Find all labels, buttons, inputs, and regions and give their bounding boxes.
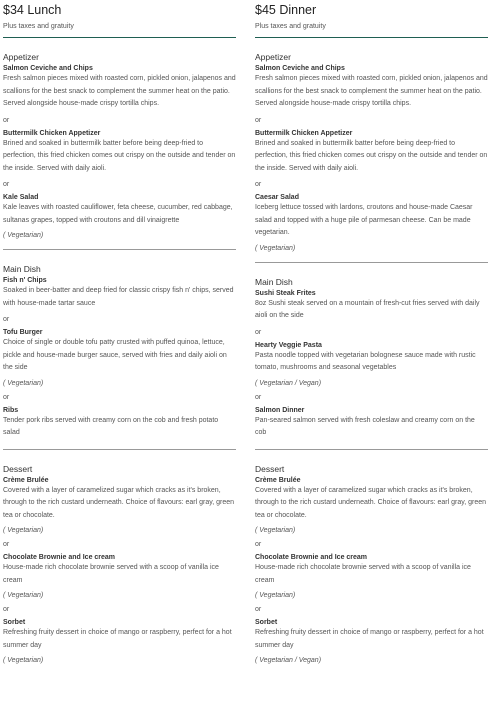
title-divider	[3, 37, 236, 38]
menu-section-appetizer	[255, 52, 488, 263]
diet-note: ( Vegetarian / Vegan)	[255, 379, 322, 387]
section-divider	[3, 449, 236, 450]
menu-item	[3, 476, 236, 536]
item-description: Refreshing fruity dessert in choice of mango or raspberry, perfect for a hot summer day	[255, 629, 484, 649]
item-name: Kale Salad	[3, 194, 39, 201]
menu-item	[255, 476, 488, 536]
menu-subtitle: Plus taxes and gratuity	[3, 23, 74, 30]
menu-item	[3, 328, 236, 388]
item-name: Hearty Veggie Pasta	[255, 341, 322, 349]
item-description: House-made rich chocolate brownie served with a scoop of vanilla ice cream	[255, 564, 471, 584]
or-separator: or	[3, 606, 10, 613]
or-separator: or	[255, 181, 262, 188]
diet-note: ( Vegetarian)	[255, 244, 296, 252]
section-title: Dessert	[255, 463, 285, 474]
menu-item	[255, 193, 488, 253]
section-title: Dessert	[3, 463, 33, 474]
menu-subtitle: Plus taxes and gratuity	[255, 23, 326, 30]
diet-note: ( Vegetarian)	[3, 527, 44, 534]
menu-item	[255, 289, 488, 323]
item-name: Sorbet	[3, 619, 26, 626]
item-description: Tender pork ribs served with creamy corn on the cob and fresh potato salad	[3, 416, 219, 436]
section-title: Appetizer	[255, 52, 291, 62]
diet-note: ( Vegetarian)	[255, 527, 296, 534]
item-name: Caesar Salad	[255, 194, 299, 201]
menu-item	[3, 276, 236, 310]
item-description: Pan-seared salmon served with fresh coleslaw and creamy corn on the cob	[255, 416, 475, 436]
item-description: Choice of single or double tofu patty crusted with puffed quinoa, lettuce, pickle and house-made burger sauce, served with fries and daily aioli on the side	[3, 339, 227, 371]
item-description: Covered with a layer of caramelized sugar which cracks as it's broken, through to the rich custard underneath. Choice of flavours: earl gray, green tea or chocolate.	[3, 486, 235, 519]
menu-title: $34 Lunch	[3, 3, 62, 17]
item-description: 8oz Sushi steak served on a mountain of fresh-cut fries served with daily aioli on the side	[255, 299, 480, 319]
menu-item	[3, 129, 236, 176]
diet-note: ( Vegetarian)	[3, 232, 44, 239]
menu-item	[255, 618, 488, 665]
item-name: Salmon Ceviche and Chips	[255, 65, 345, 72]
item-name: Crème Brulée	[3, 476, 49, 484]
item-name: Buttermilk Chicken Appetizer	[255, 129, 353, 137]
item-name: Sorbet	[255, 619, 278, 626]
menu-section-dessert	[255, 464, 488, 666]
lunch-menu-column	[3, 0, 236, 665]
item-description: Fresh salmon pieces mixed with roasted corn, pickled onion, jalapenos and scallions for the best snack to complement the summer heat on the patio. Served alongside house-made crispy tortilla chips.	[255, 75, 488, 107]
item-name: Tofu Burger	[3, 329, 43, 336]
diet-note: ( Vegetarian / Vegan)	[255, 657, 322, 664]
section-divider	[3, 249, 236, 250]
or-separator: or	[255, 393, 262, 401]
or-separator: or	[255, 541, 262, 548]
item-name: Salmon Ceviche and Chips	[3, 65, 93, 72]
section-divider	[255, 449, 488, 450]
section-title: Main Dish	[3, 264, 41, 274]
or-separator: or	[3, 181, 10, 188]
or-separator: or	[3, 541, 10, 548]
menu-item	[255, 553, 488, 600]
or-separator: or	[3, 116, 10, 124]
menu-item	[3, 64, 236, 111]
item-description: Fresh salmon pieces mixed with roasted corn, pickled onion, jalapenos and scallions for the best snack to complement the summer heat on the patio. Served alongside house-made crispy tortilla chips.	[3, 75, 236, 107]
menu-section-appetizer	[3, 52, 236, 250]
menu-item	[255, 341, 488, 388]
title-divider	[255, 37, 488, 38]
or-separator: or	[255, 116, 262, 124]
dinner-menu-column	[255, 0, 488, 665]
menu-title: $45 Dinner	[255, 3, 317, 17]
menu-item	[3, 553, 236, 600]
or-separator: or	[255, 328, 262, 336]
item-name: Chocolate Brownie and Ice cream	[3, 554, 116, 561]
or-separator: or	[3, 393, 10, 401]
section-title: Main Dish	[255, 276, 293, 287]
menu-item	[3, 406, 236, 440]
diet-note: ( Vegetarian)	[3, 379, 44, 387]
item-name: Crème Brulée	[255, 476, 301, 484]
item-description: Kale leaves with roasted cauliflower, feta cheese, cucumber, red cabbage, sultanas grapes, topped with croutons and dill vinaigrette	[3, 204, 233, 224]
item-description: Pasta noodle topped with vegetarian bolognese sauce made with rustic tomato, mushrooms and seasonal vegetables	[255, 351, 476, 371]
item-description: Iceberg lettuce tossed with lardons, croutons and house-made Caesar salad and topped with a huge pile of parmesan cheese. Can be made vegetarian.	[255, 204, 473, 236]
menu-section-main-dish	[3, 264, 236, 450]
or-separator: or	[3, 316, 10, 323]
menu-item	[255, 64, 488, 111]
item-description: Brined and soaked in buttermilk batter before being deep-fried to perfection, this fried chicken comes out crispy on the outside and tender on the inside. Served with daily aioli.	[255, 139, 488, 172]
menu-item	[255, 129, 488, 176]
item-description: Brined and soaked in buttermilk batter before being deep-fried to perfection, this fried chicken comes out crispy on the outside and tender on the inside. Served with daily aioli.	[3, 139, 236, 172]
item-name: Buttermilk Chicken Appetizer	[3, 129, 101, 137]
section-divider	[255, 262, 488, 263]
menu-section-main-dish	[255, 277, 488, 450]
diet-note: ( Vegetarian)	[3, 592, 44, 599]
menu-item	[255, 406, 488, 440]
item-name: Salmon Dinner	[255, 406, 305, 414]
item-description: Refreshing fruity dessert in choice of mango or raspberry, perfect for a hot summer day	[3, 629, 232, 649]
item-name: Fish n' Chips	[3, 277, 47, 284]
menu-item	[3, 618, 236, 665]
menu-section-dessert	[3, 464, 236, 666]
or-separator: or	[255, 606, 262, 613]
menu-item	[3, 193, 236, 240]
diet-note: ( Vegetarian)	[255, 592, 296, 599]
section-title: Appetizer	[3, 52, 39, 62]
item-name: Chocolate Brownie and Ice cream	[255, 554, 368, 561]
item-name: Sushi Steak Frites	[255, 289, 316, 297]
item-description: Soaked in beer-batter and deep fried for classic crispy fish n' chips, served with house-made tartar sauce	[3, 287, 234, 307]
item-name: Ribs	[3, 406, 19, 414]
item-description: House-made rich chocolate brownie served with a scoop of vanilla ice cream	[3, 564, 219, 584]
item-description: Covered with a layer of caramelized sugar which cracks as it's broken, through to the rich custard underneath. Choice of flavours: earl gray, green tea or chocolate.	[255, 486, 487, 519]
diet-note: ( Vegetarian)	[3, 657, 44, 664]
